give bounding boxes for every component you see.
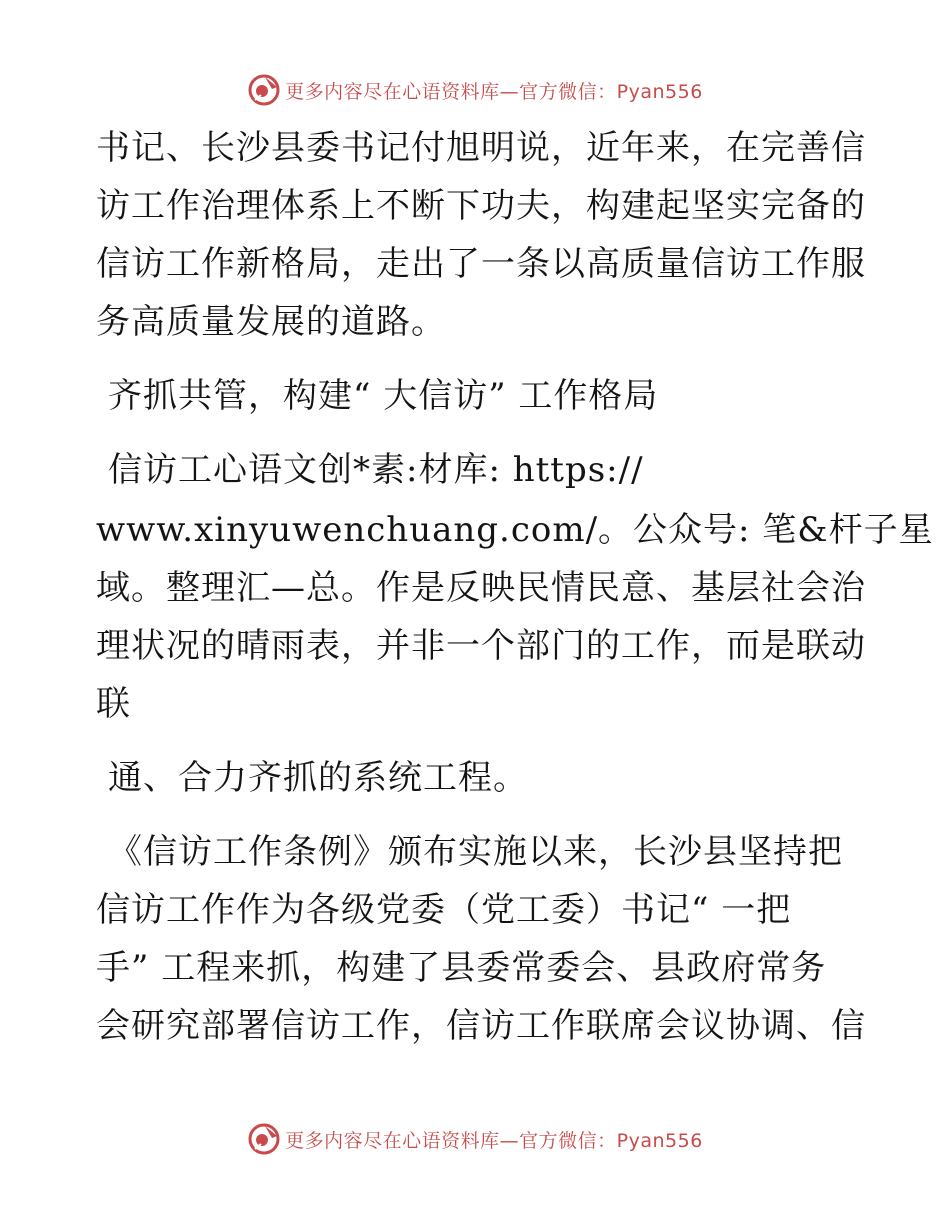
text-line-8: 域。整理汇—总。作是反映民情民意、基层社会治 — [96, 568, 866, 608]
text-line-9: 理状况的晴雨表，并非一个部门的工作，而是联动 — [96, 626, 866, 666]
text-line-12: 《信访工作条例》颁布实施以来，长沙县坚持把 — [108, 832, 843, 872]
text-line-1: 书记、长沙县委书记付旭明说，近年来，在完善信 — [96, 128, 866, 168]
brand-logo-icon — [247, 1122, 281, 1156]
brand-logo-icon — [247, 73, 281, 107]
footer-banner-text: 更多内容尽在心语资料库—官方微信：Pyan556 — [285, 1129, 703, 1152]
header-banner-text: 更多内容尽在心语资料库—官方微信：Pyan556 — [285, 80, 703, 103]
header-banner — [0, 72, 950, 108]
text-line-6: 信访工心语文创*素:材库: https:// — [108, 450, 644, 490]
footer-banner — [0, 1121, 950, 1157]
section-heading: 齐抓共管，构建“ 大信访” 工作格局 — [108, 376, 659, 416]
text-line-14: 手” 工程来抓，构建了县委常委会、县政府常务 — [96, 948, 827, 988]
text-line-10: 联 — [96, 684, 131, 724]
text-line-4: 务高质量发展的道路。 — [96, 302, 446, 342]
text-line-11: 通、合力齐抓的系统工程。 — [108, 758, 528, 798]
text-line-7: www.xinyuwenchuang.com/。公众号: 笔&杆子星 — [96, 510, 934, 550]
text-line-3: 信访工作新格局，走出了一条以高质量信访工作服 — [96, 244, 866, 284]
text-line-15: 会研究部署信访工作，信访工作联席会议协调、信 — [96, 1006, 866, 1046]
text-line-2: 访工作治理体系上不断下功夫，构建起坚实完备的 — [96, 186, 866, 226]
text-line-13: 信访工作作为各级党委（党工委）书记“ 一把 — [96, 890, 792, 930]
